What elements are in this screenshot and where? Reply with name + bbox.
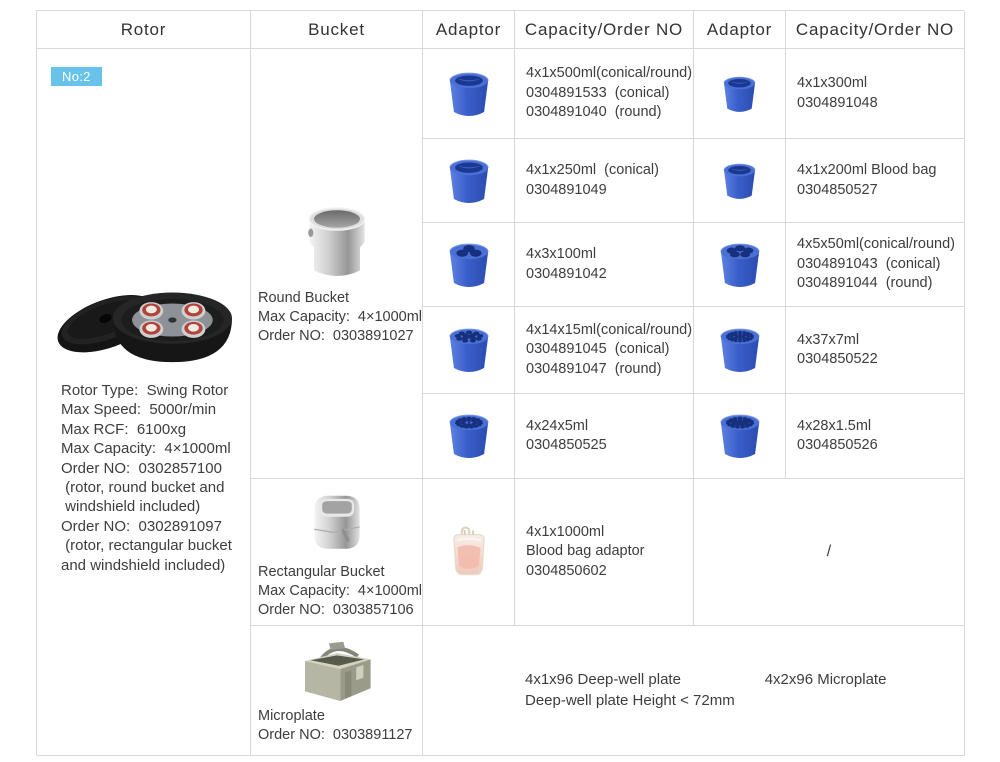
adaptor-4x1x200ml-cell (694, 139, 786, 223)
plate-line: Deep-well plate Height < 72mm (525, 692, 735, 709)
round-bucket-cell (251, 49, 423, 479)
capacity-line: 0304891043 (conical) (797, 255, 941, 272)
rotor-cell (37, 49, 251, 756)
adaptor-4x1x200ml-icon (716, 152, 763, 210)
capacity-line: 0304891533 (conical) (526, 84, 670, 101)
plates-cell (423, 626, 965, 756)
round-bucket-icon (291, 195, 383, 289)
capacity-line: 0304891047 (round) (526, 360, 662, 377)
capacity-line: 0304891049 (526, 181, 607, 198)
rectangular-bucket-cell (251, 479, 423, 626)
round-bucket-text (258, 289, 422, 346)
bucket-line: Max Capacity: 4×1000ml (258, 309, 423, 325)
capacity-4x5x50ml-cell (786, 223, 965, 307)
deep-well-plate-text (525, 669, 735, 711)
capacity-line: 0304891042 (526, 265, 607, 282)
bucket-line: Max Capacity: 4×1000ml (258, 583, 423, 599)
spec-line: (rotor, round bucket and (61, 479, 225, 497)
adaptor-4x14x15ml-cell (423, 307, 515, 394)
capacity-line: 4x1x1000ml (526, 523, 605, 540)
adaptor-4x1x300ml-icon (716, 65, 763, 123)
capacity-4x3x100ml-cell (515, 223, 694, 307)
header-capacity-2: Capacity/Order NO (786, 11, 965, 49)
bucket-line: Rectangular Bucket (258, 564, 385, 580)
adaptor-4x28x1.5ml-cell (694, 394, 786, 479)
adaptor-4x24x5ml-cell (423, 394, 515, 479)
capacity-4x1x500ml-cell (515, 49, 694, 139)
capacity-4x37x7ml-cell (786, 307, 965, 394)
spec-line: Max Speed: 5000r/min (61, 401, 217, 419)
adaptor-4x5x50ml-icon (711, 234, 769, 296)
header-bucket: Bucket (251, 11, 423, 49)
capacity-line: 4x28x1.5ml (797, 417, 872, 434)
capacity-4x1x300ml-cell (786, 49, 965, 139)
microplate-text: 4x2x96 Microplate (764, 671, 887, 688)
rotor-number-badge: No:2 (51, 67, 102, 86)
bucket-line: Order NO: 0303891127 (258, 727, 413, 743)
capacity-line: 4x1x200ml Blood bag (797, 162, 937, 178)
header-capacity-1: Capacity/Order NO (515, 11, 694, 49)
capacity-line: 4x1x250ml (conical) (526, 162, 659, 178)
spec-table (36, 10, 964, 755)
blood-bag-adaptor-icon (440, 521, 498, 583)
bucket-line: Order NO: 0303857106 (258, 602, 414, 618)
capacity-line: 0304891045 (conical) (526, 341, 670, 358)
spec-line: Rotor Type: Swing Rotor (61, 382, 229, 399)
microplate-bucket-cell (251, 626, 423, 756)
adaptor-4x37x7ml-icon (711, 319, 769, 381)
bucket-line: Microplate (258, 708, 325, 724)
capacity-line: 0304850526 (797, 437, 878, 453)
microplate-bucket-text (258, 707, 422, 745)
capacity-line: 4x3x100ml (526, 246, 597, 262)
adaptor-4x1x250ml-icon (440, 150, 498, 212)
microplate-bucket-icon (286, 637, 388, 705)
capacity-line: 4x1x500ml(conical/round) (526, 65, 693, 82)
capacity-line: 0304850527 (797, 181, 878, 198)
adaptor-4x3x100ml-cell (423, 223, 515, 307)
capacity-line: 4x24x5ml (526, 417, 589, 434)
adaptor-4x37x7ml-cell (694, 307, 786, 394)
adaptor-4x1x300ml-cell (694, 49, 786, 139)
capacity-line: 0304891044 (round) (797, 275, 933, 292)
header-adaptor-1: Adaptor (423, 11, 515, 49)
capacity-4x14x15ml-cell (515, 307, 694, 394)
rotor-specs (61, 381, 246, 575)
bucket-line: Round Bucket (258, 290, 350, 306)
capacity-blood-bag-cell (515, 479, 694, 626)
capacity-line: 4x37x7ml (797, 331, 860, 348)
adaptor-4x24x5ml-icon (440, 405, 498, 467)
capacity-4x1x200ml-cell (786, 139, 965, 223)
adaptor-4x1x250ml-cell (423, 139, 515, 223)
swing-rotor-icon (51, 265, 237, 375)
adaptor-4x1x500ml-cell (423, 49, 515, 139)
blood-bag-adaptor-cell (423, 479, 515, 626)
spec-line: Order NO: 0302857100 (61, 459, 222, 477)
rectangular-bucket-text (258, 563, 422, 620)
capacity-line: Blood bag adaptor (526, 543, 645, 560)
capacity-line: 0304850525 (526, 437, 607, 453)
capacity-line: 4x14x15ml(conical/round) (526, 321, 693, 338)
capacity-4x1x250ml-cell (515, 139, 694, 223)
spec-line: (rotor, rectangular bucket (61, 537, 232, 555)
spec-line: Max Capacity: 4×1000ml (61, 440, 231, 458)
adaptor-4x14x15ml-icon (440, 319, 498, 381)
adaptor-4x28x1.5ml-icon (711, 405, 769, 467)
adaptor-4x1x500ml-icon (440, 63, 498, 125)
spec-line: and windshield included) (61, 556, 226, 574)
header-rotor: Rotor (37, 11, 251, 49)
capacity-4x28x1.5ml-cell (786, 394, 965, 479)
capacity-line: 4x5x50ml(conical/round) (797, 236, 955, 253)
header-adaptor-2: Adaptor (694, 11, 786, 49)
plate-line: 4x1x96 Deep-well plate (525, 671, 681, 688)
bucket-line: Order NO: 0303891027 (258, 328, 414, 344)
spec-line: windshield included) (61, 498, 201, 516)
rectangular-bucket-icon (295, 484, 379, 562)
capacity-line: 4x1x300ml (797, 75, 868, 91)
capacity-line: 0304850522 (797, 351, 878, 367)
spec-line: Max RCF: 6100xg (61, 420, 187, 438)
capacity-line: 0304850602 (526, 562, 607, 579)
capacity-line: 0304891048 (797, 94, 878, 111)
capacity-line: 0304891040 (round) (526, 104, 662, 121)
adaptor-4x3x100ml-icon (440, 234, 498, 296)
not-available-cell: / (694, 479, 965, 626)
spec-line: Order NO: 0302891097 (61, 517, 222, 535)
capacity-4x24x5ml-cell (515, 394, 694, 479)
adaptor-4x5x50ml-cell (694, 223, 786, 307)
